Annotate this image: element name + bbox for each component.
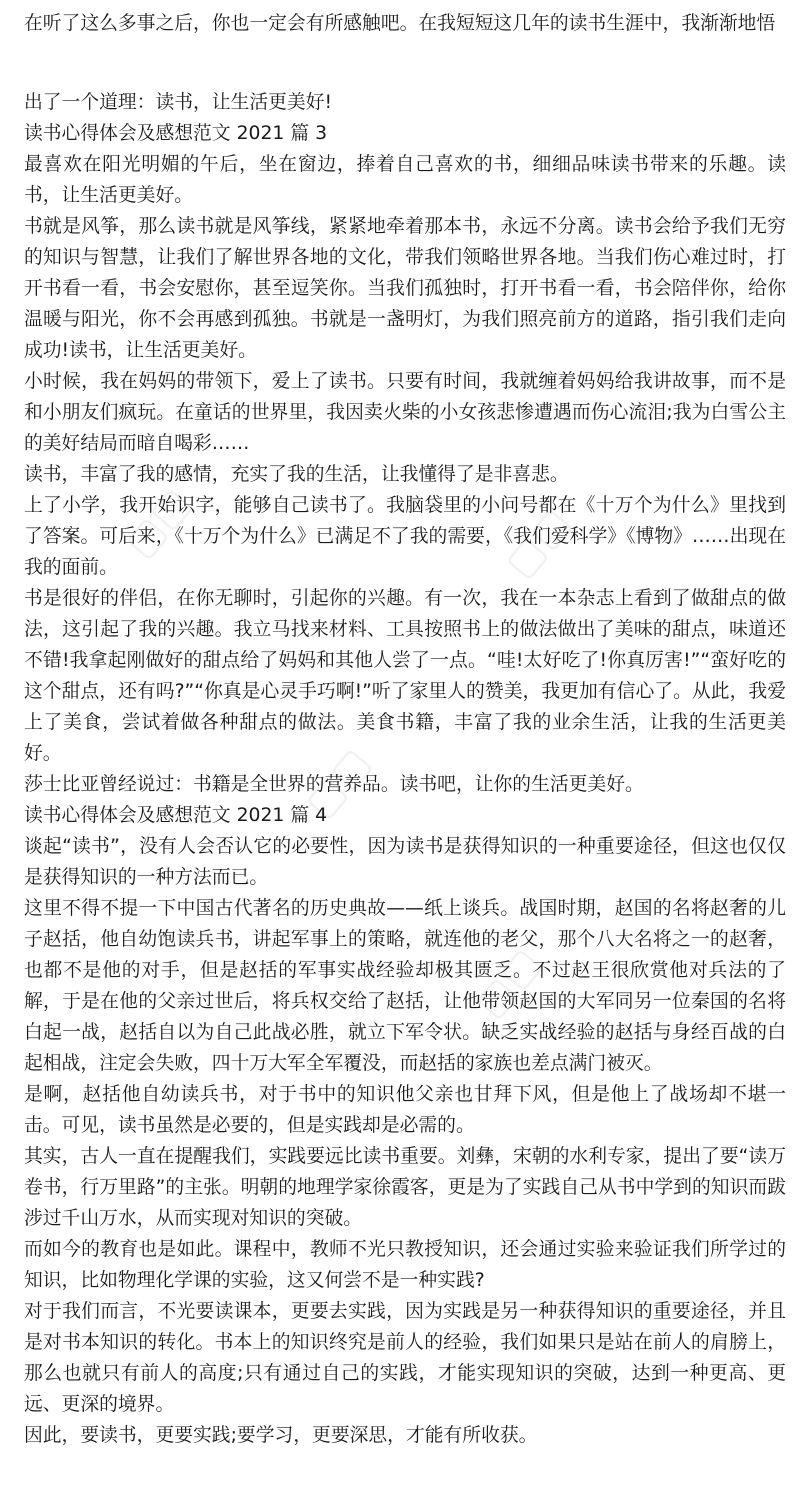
paragraph: 这里不得不提一下中国古代著名的历史典故——纸上谈兵。战国时期，赵国的名将赵奢的儿子赵括，他自幼饱读兵书，讲起军事上的策略，就连他的老父，那个八大名将之一的赵奢，也都不是他的对手，但是赵括的军事实战经验却极其匮乏。不过赵王很欣赏他对兵法的了解，于是在他的父亲过世后，将兵权交给了赵括，让他带领赵国的大军同另一位秦国的名将白起一战，赵括自以为自己此战必胜，就立下军令状。缺乏实战经验的赵括与身经百战的白起相战，注定会失败，四十万大军全军覆没，而赵括的家族也差点满门被灭。 (24, 898, 786, 1074)
intro-line: 在听了这么多事之后，你也一定会有所感触吧。在我短短这几年的读书生涯中，我渐渐地悟 (24, 13, 776, 34)
paragraph: 其实，古人一直在提醒我们，实践要远比读书重要。刘彝，宋朝的水利专家，提出了要“读万卷书，行万里路”的主张。明朝的地理学家徐霞客，更是为了实践自己从书中学到的知识而跋涉过千山万水，从而实现对知识的突破。 (24, 1146, 786, 1229)
paragraph: 出了一个道理：读书，让生活更美好! (24, 92, 333, 113)
paragraph: 对于我们而言，不光要读课本，更要去实践，因为实践是另一种获得知识的重要途径，并且是对书本知识的转化。书本上的知识终究是前人的经验，我们如果只是站在前人的肩膀上，那么也就只有前人的高度;只有通过自己的实践，才能实现知识的突破，达到一种更高、更远、更深的境界。 (24, 1301, 786, 1415)
watermark: ▢▢ (295, 739, 380, 827)
watermark: ▢▢ (115, 479, 200, 567)
paragraph: 最喜欢在阳光明媚的午后，坐在窗边，捧着自己喜欢的书，细细品味读书带来的乐趣。读书，让生活更美好。 (24, 154, 786, 206)
paragraph: 书是很好的伴侣，在你无聊时，引起你的兴趣。有一次，我在一本杂志上看到了做甜点的做法，这引起了我的兴趣。我立马找来材料、工具按照书上的做法做出了美味的甜点，味道还不错!我拿起刚做好的甜点给了妈妈和其他人尝了一点。“哇!太好吃了!你真厉害!”“蛮好吃的这个甜点，还有吗?”“你真是心灵手巧啊!”听了家里人的赞美，我更加有信心了。从此，我爱上了美食，尝试着做各种甜点的做法。美食书籍，丰富了我的业余生活，让我的生活更美好。 (24, 588, 786, 764)
paragraph: 读书，丰富了我的感情，充实了我的生活，让我懂得了是非喜悲。 (24, 464, 569, 485)
paragraph: 而如今的教育也是如此。课程中，教师不光只教授知识，还会通过实验来验证我们所学过的知识，比如物理化学课的实验，这又何尝不是一种实践? (24, 1239, 786, 1291)
paragraph: 因此，要读书，更要实践;要学习，更要深思，才能有所收获。 (24, 1425, 538, 1446)
paragraph: 小时候，我在妈妈的带领下，爱上了读书。只要有时间，我就缠着妈妈给我讲故事，而不是和小朋友们疯玩。在童话的世界里，我因卖火柴的小女孩悲惨遭遇而伤心流泪;我为白雪公主的美好结局而暗自喝彩…… (24, 371, 786, 454)
watermark: ▢▢ (465, 939, 550, 1027)
section-heading: 读书心得体会及感想范文 2021 篇 3 (24, 123, 328, 144)
paragraph: 是啊，赵括他自幼读兵书，对于书中的知识他父亲也甘拜下风，但是他上了战场却不堪一击。可见，读书虽然是必要的，但是实践却是必需的。 (24, 1084, 786, 1136)
paragraph: 谈起“读书”，没有人会否认它的必要性，因为读书是获得知识的一种重要途径，但这也仅仅是获得知识的一种方法而已。 (24, 836, 786, 888)
paragraph: 书就是风筝，那么读书就是风筝线，紧紧地牵着那本书，永远不分离。读书会给予我们无穷的知识与智慧，让我们了解世界各地的文化，带我们领略世界各地。当我们伤心难过时，打开书看一看，书会安慰你，甚至逗笑你。当我们孤独时，打开书看一看，书会陪伴你，给你温暖与阳光，你不会再感到孤独。书就是一盏明灯，为我们照亮前方的道路，指引我们走向成功!读书，让生活更美好。 (24, 216, 786, 361)
paragraph: 上了小学，我开始识字，能够自己读书了。我脑袋里的小问号都在《十万个为什么》里找到了答案。可后来，《十万个为什么》已满足不了我的需要，《我们爱科学》《博物》……出现在我的面前。 (24, 495, 786, 578)
paragraph-list (24, 87, 786, 1451)
document-body (24, 8, 786, 1451)
watermark: ▢▢ (495, 499, 580, 587)
page-break-gap (24, 39, 786, 87)
paragraph: 莎士比亚曾经说过：书籍是全世界的营养品。读书吧，让你的生活更美好。 (24, 774, 644, 795)
section-heading: 读书心得体会及感想范文 2021 篇 4 (24, 805, 328, 826)
